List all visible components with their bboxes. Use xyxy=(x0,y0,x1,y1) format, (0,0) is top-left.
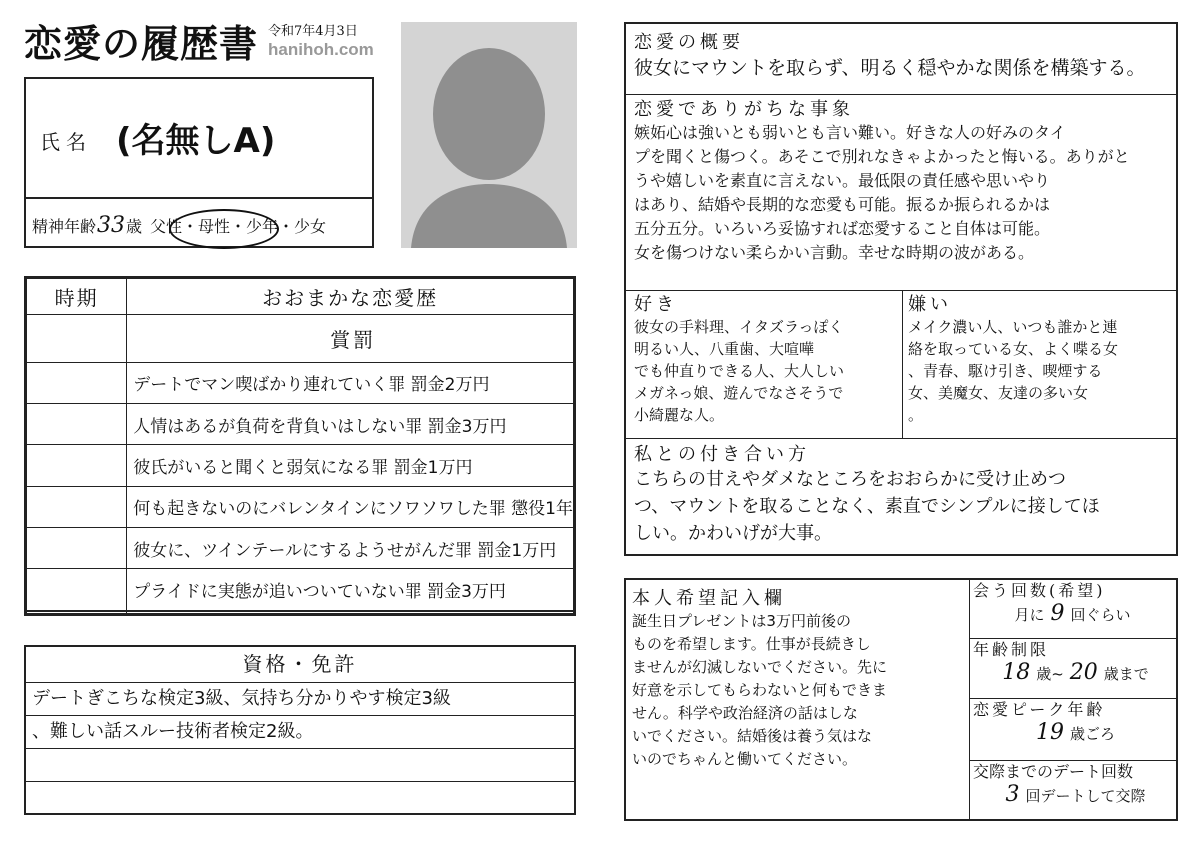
requests-section xyxy=(632,588,966,771)
how-to-date-line: こちらの甘えやダメなところをおおらかに受け止めつ xyxy=(634,469,1066,490)
mental-age-label: 精神年齢 xyxy=(32,217,97,236)
likes-label: 好き xyxy=(634,294,678,315)
common-events-line: 五分五分。いろいろ妥協すれば恋愛すること自体は可能。 xyxy=(634,219,1051,238)
peak-age-cell xyxy=(969,698,1176,760)
meet-frequency-value-row xyxy=(969,602,1176,627)
awards-penalties-title: 賞罰 xyxy=(127,315,574,363)
period-cell xyxy=(27,362,127,403)
qualification-line: 、難しい話スルー技術者検定2級。 xyxy=(26,716,574,749)
how-to-date-label: 私との付き合い方 xyxy=(634,444,810,465)
name-label: 氏名 xyxy=(40,130,92,154)
qualifications-title: 資格・免許 xyxy=(26,647,574,683)
period-cell xyxy=(27,445,127,486)
dislikes-line: 絡を取っている女、よく喋る女 xyxy=(908,340,1119,358)
age-limit-label: 年齢制限 xyxy=(973,640,1050,659)
period-cell xyxy=(27,404,127,445)
history-row xyxy=(127,612,574,614)
common-events-line: 嫉妬心は強いとも弱いとも言い難い。好きな人の好みのタイ xyxy=(634,123,1066,142)
age-range-separator: 歳~ xyxy=(1036,665,1064,683)
history-row: 人情はあるが負荷を背負いはしない罪 罰金3万円 xyxy=(127,404,574,445)
qualification-line xyxy=(26,749,574,782)
overview-label: 恋愛の概要 xyxy=(634,32,744,53)
meet-frequency-prefix: 月に xyxy=(1014,606,1045,624)
divider xyxy=(626,94,1176,95)
age-limit-cell xyxy=(969,638,1176,698)
dislikes-section xyxy=(908,294,1173,426)
likes-line: でも仲直りできる人、大人しい xyxy=(634,362,845,380)
likes-line: 明るい人、八重歯、大喧嘩 xyxy=(634,340,815,358)
dates-value: 3 xyxy=(1005,782,1020,807)
document-date: 令和7年4月3日 xyxy=(268,24,358,39)
dates-suffix: 回デートして交際 xyxy=(1025,787,1146,805)
requests-line: 好意を示してもらわないと何もできま xyxy=(632,681,888,699)
peak-age-suffix: 歳ごろ xyxy=(1069,725,1115,743)
mental-age-value: 33 xyxy=(97,213,126,238)
overview-text: 彼女にマウントを取らず、明るく穏やかな関係を構築する。 xyxy=(634,57,1146,79)
qualifications-box xyxy=(24,645,576,815)
personality-options: 父性・母性・少年・少女 xyxy=(150,217,327,236)
requests-line: ませんが幻滅しないでください。先に xyxy=(632,658,888,676)
requests-line: ものを希望します。仕事が長続きし xyxy=(632,635,871,653)
period-cell xyxy=(27,486,127,527)
how-to-date-line: しい。かわいげが大事。 xyxy=(634,523,832,544)
how-to-date-section xyxy=(634,444,1174,547)
document-title: 恋愛の履歴書 xyxy=(24,21,259,66)
age-max-value: 20 xyxy=(1069,660,1098,685)
meet-frequency-suffix: 回ぐらい xyxy=(1070,606,1131,624)
age-min-value: 18 xyxy=(1002,660,1031,685)
history-row: 彼女に、ツインテールにするようせがんだ罪 罰金1万円 xyxy=(127,528,574,569)
age-limit-suffix: 歳まで xyxy=(1103,665,1149,683)
qualification-line xyxy=(26,782,574,813)
dislikes-line: 、青春、駆け引き、喫煙する xyxy=(908,362,1103,380)
profile-photo xyxy=(401,22,577,248)
period-cell xyxy=(27,528,127,569)
requests-line: せん。科学や政治経済の話はしな xyxy=(632,704,858,722)
common-events-line: はあり、結婚や長期的な恋愛も可能。振るか振られるかは xyxy=(634,195,1051,214)
history-row: プライドに実態が追いついていない罪 罰金3万円 xyxy=(127,569,574,610)
meet-frequency-cell xyxy=(969,580,1176,638)
common-events-section xyxy=(634,99,1174,265)
common-events-line: 女を傷つけない柔らかい言動。幸せな時期の波がある。 xyxy=(634,243,1035,262)
period-cell xyxy=(27,315,127,363)
love-history-table xyxy=(24,276,576,616)
profile-details-box xyxy=(624,22,1178,556)
history-row: デートでマン喫ばかり連れていく罪 罰金2万円 xyxy=(127,362,574,403)
qualification-line: デートぎこちな検定3級、気持ち分かりやす検定3級 xyxy=(26,683,574,716)
dates-value-row xyxy=(969,783,1176,808)
dates-before-relationship-label: 交際までのデート回数 xyxy=(973,762,1134,781)
period-cell xyxy=(27,569,127,610)
likes-line: 小綺麗な人。 xyxy=(634,406,725,424)
peak-age-label: 恋愛ピーク年齢 xyxy=(973,700,1106,719)
requests-label: 本人希望記入欄 xyxy=(632,588,786,609)
likes-line: メガネっ娘、遊んでなさそうで xyxy=(634,384,844,402)
name-divider xyxy=(26,197,372,199)
overview-section xyxy=(634,32,1145,82)
age-limit-value-row xyxy=(969,661,1176,686)
history-row: 彼氏がいると聞くと弱気になる罪 罰金1万円 xyxy=(127,445,574,486)
name-box xyxy=(24,77,374,248)
how-to-date-line: つ、マウントを取ることなく、素直でシンプルに接してほ xyxy=(634,496,1100,517)
name-value: (名無しA) xyxy=(116,121,276,161)
period-cell xyxy=(27,612,127,614)
requests-line: いのでちゃんと働いてください。 xyxy=(632,750,858,768)
common-events-label: 恋愛でありがちな事象 xyxy=(634,99,854,120)
history-header: おおまかな恋愛歴 xyxy=(127,279,574,315)
requests-line: いでください。結婚後は養う気はな xyxy=(632,727,873,745)
common-events-line: うや嬉しいを素直に言えない。最低限の責任感や思いやり xyxy=(634,171,1051,190)
likes-line: 彼女の手料理、イタズラっぽく xyxy=(634,318,844,336)
meet-frequency-label: 会う回数(希望) xyxy=(973,581,1106,600)
selected-option-circle xyxy=(169,209,279,249)
dislikes-line: 女、美魔女、友達の多い女 xyxy=(908,384,1089,402)
likes-dislikes-divider xyxy=(902,290,903,438)
meet-frequency-value: 9 xyxy=(1050,601,1065,626)
common-events-line: プを聞くと傷つく。あそこで別れなきゃよかったと悔いる。ありがと xyxy=(634,147,1130,166)
peak-age-value-row xyxy=(969,721,1176,746)
dates-before-relationship-cell xyxy=(969,760,1176,819)
divider xyxy=(626,290,1176,291)
history-row: 何も起きないのにバレンタインにソワソワした罪 懲役1年 xyxy=(127,486,574,527)
person-silhouette-icon xyxy=(401,22,577,248)
dislikes-line: 。 xyxy=(908,406,924,424)
site-url: hanihoh.com xyxy=(268,40,374,59)
dislikes-label: 嫌い xyxy=(908,294,952,315)
peak-age-value: 19 xyxy=(1035,720,1064,745)
period-header: 時期 xyxy=(27,279,127,315)
likes-section xyxy=(634,294,899,426)
requests-line: 誕生日プレゼントは3万円前後の xyxy=(632,612,851,630)
mental-age-unit: 歳 xyxy=(126,217,143,236)
dislikes-line: メイク濃い人、いつも誰かと連 xyxy=(908,318,1118,336)
requests-box xyxy=(624,578,1178,821)
divider xyxy=(626,438,1176,439)
